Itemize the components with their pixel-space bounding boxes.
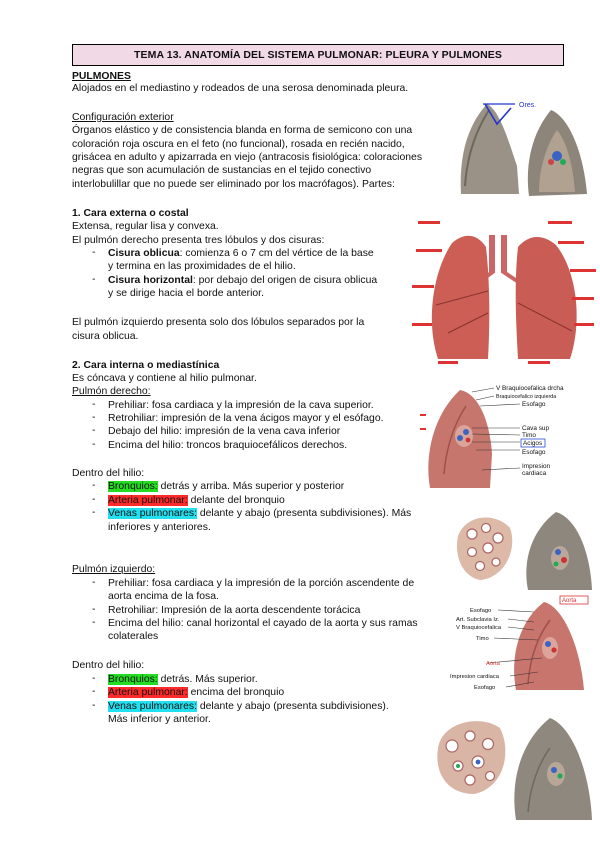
list-item: Prehiliar: fosa cardiaca y la impresión de la porción ascendente de [108, 578, 415, 589]
list-dash: - [92, 274, 96, 285]
figure-label: V Braquiocefalica drcha [496, 385, 564, 392]
list-item: Debajo del hilio: impresión de la vena cava inferior [108, 426, 341, 437]
list-item-cont: y se dirige hacia el borde anterior. [108, 288, 264, 299]
interna-heading: 2. Cara interna o mediastínica [72, 360, 220, 371]
list-dash: - [92, 439, 96, 450]
list-item: Retrohiliar: Impresión de la aorta descendente torácica [108, 605, 361, 616]
list-dash: - [92, 604, 96, 615]
config-line-4: negras que son acumulación de sustancias en el tejido conectivo [72, 165, 372, 176]
list-item-cont: aorta encima de la fosa. [108, 591, 219, 602]
config-line-5: interlobulillar que no puede ser eliminado por los macrófagos). Partes: [72, 179, 395, 190]
list-item: Arteria pulmonar: delante del bronquio [108, 495, 285, 506]
externa-heading: 1. Cara externa o costal [72, 208, 189, 219]
izquierdo-heading: Pulmón izquierdo: [72, 564, 156, 575]
page-title: TEMA 13. ANATOMÍA DEL SISTEMA PULMONAR: PLEURA Y PULMONES [72, 44, 564, 66]
list-dash: - [92, 247, 96, 258]
externa-line-2: El pulmón derecho presenta tres lóbulos y dos cisuras: [72, 235, 325, 246]
list-item: Retrohiliar: impresión de la vena ácigos mayor y el esófago. [108, 413, 384, 424]
list-item: Bronquios: detrás. Más superior. [108, 674, 258, 685]
config-line-3: grisácea en adulto y apizarrada en viejo (antracosis fisiológica: coloraciones [72, 152, 423, 163]
hilum-section-figure [452, 506, 598, 594]
interna-line-1: Es cóncava y contiene al hilio pulmonar. [72, 373, 257, 384]
figure-label: Ores. [519, 102, 537, 109]
list-dash: - [92, 700, 96, 711]
list-dash: - [92, 577, 96, 588]
list-item-cont: colaterales [108, 631, 159, 642]
pulmones-intro: Alojados en el mediastino y rodeados de una serosa denominada pleura. [72, 83, 409, 94]
list-dash: - [92, 412, 96, 423]
lungs-frontal-figure [408, 213, 598, 365]
figure-label: Aorta [486, 661, 500, 667]
list-dash: - [92, 399, 96, 410]
config-line-1: Órganos elástico y de consistencia blanda en forma de semicono con una [72, 125, 413, 136]
figure-label: Timo [476, 636, 489, 642]
lung-apex-figure [455, 96, 593, 200]
list-item: Cisura oblicua: comienza 6 o 7 cm del vértice de la base [108, 248, 374, 259]
list-item: Venas pulmonares: delante y abajo (presenta subdivisiones). [108, 701, 389, 712]
figure-label: cardiaca [522, 470, 547, 477]
hilio-der-heading: Dentro del hilio: [72, 468, 145, 479]
list-item: Encima del hilio: canal horizontal el cayado de la aorta y sus ramas [108, 618, 418, 629]
list-dash: - [92, 425, 96, 436]
list-dash: - [92, 507, 96, 518]
list-dash: - [92, 480, 96, 491]
list-item: Bronquios: detrás y arriba. Más superior y posterior [108, 481, 345, 492]
figure-label: Esofago [522, 401, 546, 408]
figure-label: Art. Subclavia Iz. [456, 617, 500, 623]
figure-label: Aorta [562, 598, 577, 604]
left-lung-mediastinal-figure [434, 592, 598, 692]
externa-line-1: Extensa, regular lisa y convexa. [72, 221, 219, 232]
hilum-left-figure [434, 712, 598, 822]
list-item-cont: Más inferior y anterior. [108, 714, 211, 725]
figure-label: Cava sup [522, 425, 549, 432]
config-heading: Configuración exterior [72, 112, 174, 123]
list-item-cont: inferiores y anteriores. [108, 522, 211, 533]
externa-izq-2: cisura oblicua. [72, 331, 139, 342]
figure-label: Impresion [522, 463, 551, 470]
figure-label: Esofago [470, 608, 492, 614]
list-item: Venas pulmonares: delante y abajo (presenta subdivisiones). Más [108, 508, 412, 519]
list-item: Encima del hilio: troncos braquiocefálicos derechos. [108, 440, 348, 451]
list-item: Cisura horizontal: por debajo del origen de cisura oblicua [108, 275, 378, 286]
list-item-cont: y termina en las proximidades de el hilio. [108, 261, 296, 272]
figure-label: Acigos [523, 440, 543, 447]
figure-label: Impresion cardiaca [450, 674, 499, 680]
figure-label: Esofago [522, 449, 546, 456]
externa-izq-1: El pulmón izquierdo presenta solo dos lóbulos separados por la [72, 317, 365, 328]
list-dash: - [92, 494, 96, 505]
list-dash: - [92, 673, 96, 684]
figure-label: V Braquiocefalica [456, 625, 502, 631]
list-dash: - [92, 686, 96, 697]
list-item: Prehiliar: fosa cardiaca y la impresión de la cava superior. [108, 400, 374, 411]
config-line-2: coloración roja oscura en el feto (no funcional), rosada en recién nacido, [72, 139, 405, 150]
section-heading-pulmones: PULMONES [72, 71, 131, 82]
figure-label: Braquiocefalico izquierda [496, 394, 557, 400]
hilio-izq-heading: Dentro del hilio: [72, 660, 145, 671]
list-item: Arteria pulmonar: encima del bronquio [108, 687, 285, 698]
list-dash: - [92, 617, 96, 628]
figure-label: Esofago [474, 685, 496, 691]
figure-label: Timo [522, 432, 536, 439]
derecho-heading: Pulmón derecho: [72, 386, 151, 397]
right-lung-mediastinal-figure [420, 384, 598, 490]
